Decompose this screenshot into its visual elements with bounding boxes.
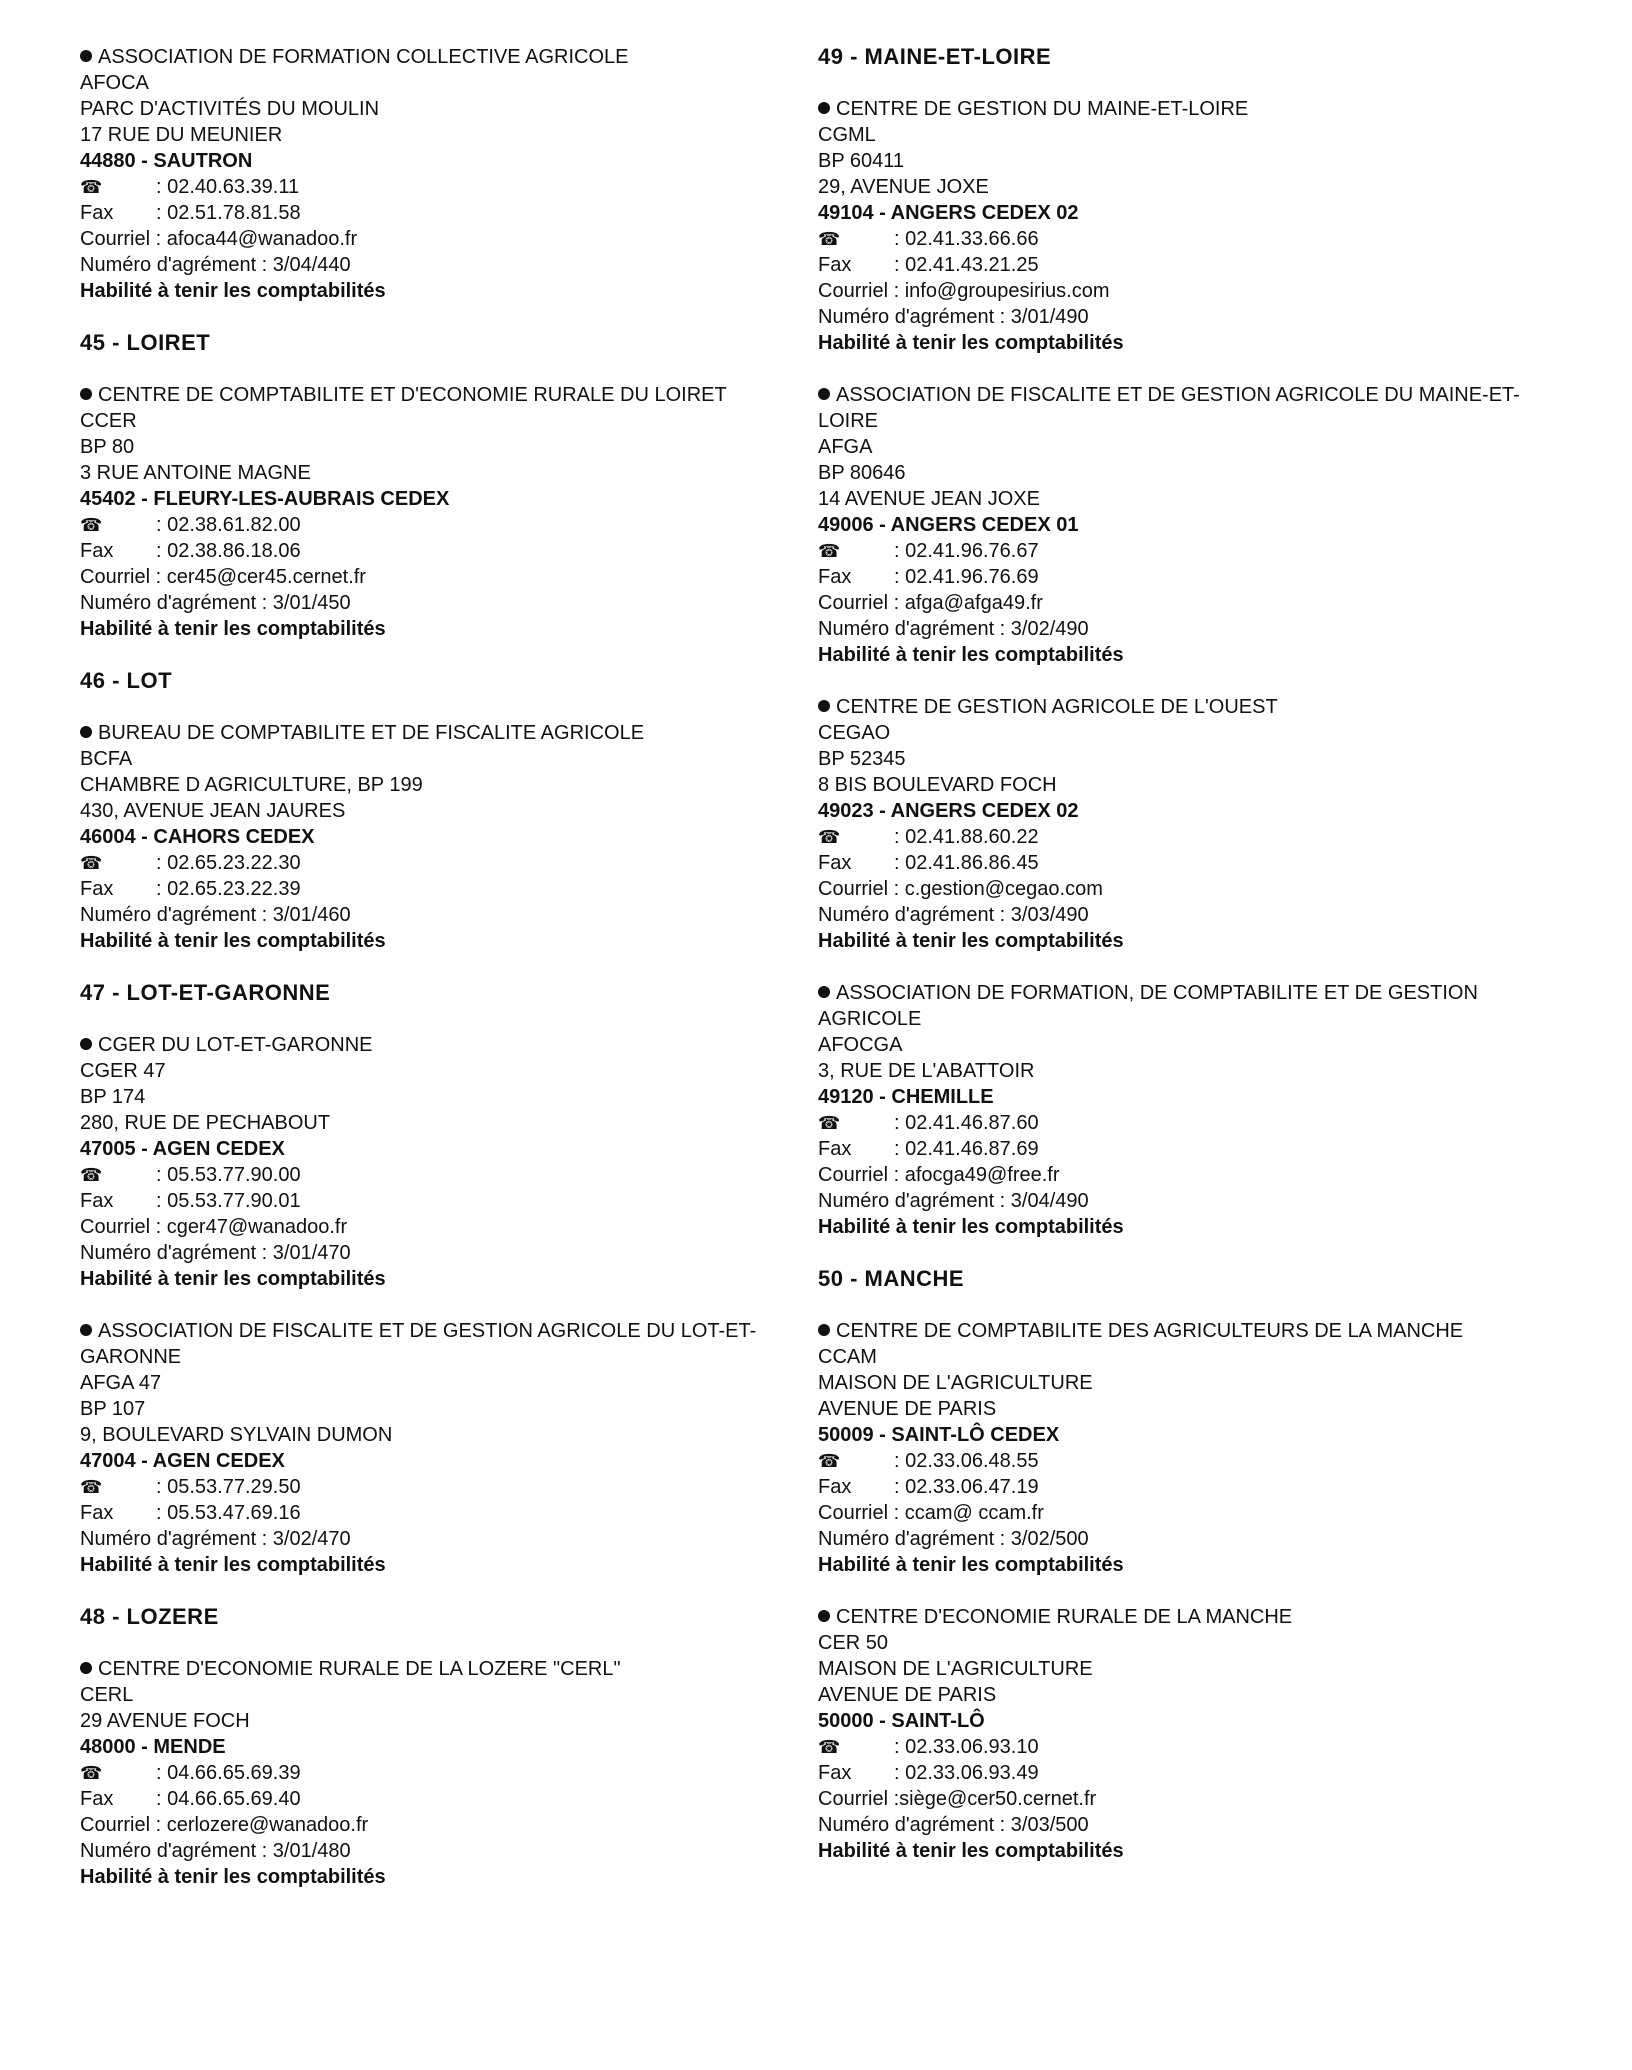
bullet-icon	[818, 700, 830, 712]
fax-number: : 05.53.77.90.01	[156, 1190, 301, 1212]
email-line: Courriel : c.gestion@cegao.com	[818, 878, 1103, 900]
fax-line	[80, 1500, 780, 1526]
organization-name-line	[818, 1604, 1578, 1630]
fax-label: Fax	[818, 1138, 852, 1160]
organization-name-line	[80, 720, 780, 746]
postal-city: 45402 - FLEURY-LES-AUBRAIS CEDEX	[80, 488, 450, 510]
organization-entry	[818, 694, 1578, 954]
fax-number: : 04.66.65.69.40	[156, 1788, 301, 1810]
postal-city: 47005 - AGEN CEDEX	[80, 1138, 285, 1160]
phone-line	[80, 174, 780, 200]
phone-line	[80, 850, 780, 876]
fax-number: : 02.38.86.18.06	[156, 540, 301, 562]
agrement-number: Numéro d'agrément : 3/03/490	[818, 904, 1089, 926]
fax-label: Fax	[818, 852, 852, 874]
department-section	[80, 44, 780, 304]
organization-name-line	[818, 96, 1578, 122]
accreditation-note: Habilité à tenir les comptabilités	[818, 644, 1124, 666]
fax-label: Fax	[80, 1502, 114, 1524]
phone-number: : 02.40.63.39.11	[156, 176, 300, 198]
fax-line	[818, 1760, 1578, 1786]
agrement-number: Numéro d'agrément : 3/01/480	[80, 1840, 351, 1862]
bullet-icon	[818, 102, 830, 114]
address-line: CEGAO	[818, 722, 891, 744]
email-line: Courriel : cer45@cer45.cernet.fr	[80, 566, 366, 588]
address-line: AFOCGA	[818, 1034, 903, 1056]
fax-number: : 02.33.06.93.49	[894, 1762, 1039, 1784]
fax-line	[818, 1136, 1578, 1162]
accreditation-note: Habilité à tenir les comptabilités	[818, 1216, 1124, 1238]
telephone-icon: ☎	[80, 1763, 103, 1783]
fax-label: Fax	[80, 540, 114, 562]
address-line: CCER	[80, 410, 137, 432]
phone-line	[818, 1448, 1578, 1474]
fax-line	[818, 850, 1578, 876]
address-line: CERL	[80, 1684, 134, 1706]
postal-city: 48000 - MENDE	[80, 1736, 226, 1758]
organization-name-line	[80, 1318, 780, 1370]
telephone-icon: ☎	[818, 827, 841, 847]
agrement-number: Numéro d'agrément : 3/02/500	[818, 1528, 1089, 1550]
phone-number: : 02.41.46.87.60	[894, 1112, 1039, 1134]
email-line: Courriel : afoca44@wanadoo.fr	[80, 228, 358, 250]
organization-name-line	[80, 382, 780, 408]
address-line: CHAMBRE D AGRICULTURE, BP 199	[80, 774, 423, 796]
postal-city: 44880 - SAUTRON	[80, 150, 253, 172]
address-line: CGER 47	[80, 1060, 166, 1082]
postal-city: 49006 - ANGERS CEDEX 01	[818, 514, 1079, 536]
bullet-icon	[80, 1662, 92, 1674]
phone-number: : 02.65.23.22.30	[156, 852, 301, 874]
organization-name: ASSOCIATION DE FISCALITE ET DE GESTION AGRICOLE DU MAINE-ET-LOIRE	[818, 384, 1520, 432]
organization-name: ASSOCIATION DE FORMATION, DE COMPTABILITE ET DE GESTION AGRICOLE	[818, 982, 1478, 1030]
postal-city: 49023 - ANGERS CEDEX 02	[818, 800, 1079, 822]
organization-entry	[80, 1318, 780, 1578]
accreditation-note: Habilité à tenir les comptabilités	[80, 1866, 386, 1888]
address-line: 9, BOULEVARD SYLVAIN DUMON	[80, 1424, 393, 1446]
telephone-icon: ☎	[818, 1451, 841, 1471]
fax-label: Fax	[818, 1476, 852, 1498]
bullet-icon	[80, 1324, 92, 1336]
accreditation-note: Habilité à tenir les comptabilités	[818, 332, 1124, 354]
agrement-number: Numéro d'agrément : 3/04/440	[80, 254, 351, 276]
telephone-icon: ☎	[818, 1113, 841, 1133]
agrement-number: Numéro d'agrément : 3/01/490	[818, 306, 1089, 328]
address-line: CCAM	[818, 1346, 877, 1368]
department-title: 50 - MANCHE	[818, 1266, 965, 1291]
email-line: Courriel : info@groupesirius.com	[818, 280, 1110, 302]
phone-line	[818, 1110, 1578, 1136]
address-line: 8 BIS BOULEVARD FOCH	[818, 774, 1057, 796]
address-line: 430, AVENUE JEAN JAURES	[80, 800, 346, 822]
organization-name: CENTRE DE GESTION AGRICOLE DE L'OUEST	[836, 696, 1278, 718]
organization-entry	[818, 980, 1578, 1240]
organization-name: ASSOCIATION DE FISCALITE ET DE GESTION AGRICOLE DU LOT-ET-GARONNE	[80, 1320, 757, 1368]
agrement-number: Numéro d'agrément : 3/02/490	[818, 618, 1089, 640]
accreditation-note: Habilité à tenir les comptabilités	[818, 1840, 1124, 1862]
phone-line	[818, 226, 1578, 252]
agrement-number: Numéro d'agrément : 3/04/490	[818, 1190, 1089, 1212]
email-line: Courriel : afga@afga49.fr	[818, 592, 1043, 614]
organization-entry	[818, 382, 1578, 668]
fax-number: : 02.33.06.47.19	[894, 1476, 1039, 1498]
fax-number: : 02.41.46.87.69	[894, 1138, 1039, 1160]
organization-entry	[80, 720, 780, 954]
department-section	[80, 330, 780, 642]
accreditation-note: Habilité à tenir les comptabilités	[80, 280, 386, 302]
telephone-icon: ☎	[818, 541, 841, 561]
phone-number: : 02.41.33.66.66	[894, 228, 1039, 250]
telephone-icon: ☎	[80, 515, 103, 535]
fax-number: : 02.41.86.86.45	[894, 852, 1039, 874]
fax-line	[80, 1188, 780, 1214]
email-line: Courriel : afocga49@free.fr	[818, 1164, 1060, 1186]
accreditation-note: Habilité à tenir les comptabilités	[80, 1554, 386, 1576]
address-line: AFOCA	[80, 72, 149, 94]
bullet-icon	[818, 388, 830, 400]
fax-label: Fax	[818, 566, 852, 588]
organization-name-line	[818, 980, 1578, 1032]
fax-label: Fax	[818, 254, 852, 276]
postal-city: 49104 - ANGERS CEDEX 02	[818, 202, 1079, 224]
fax-line	[818, 564, 1578, 590]
address-line: PARC D'ACTIVITÉS DU MOULIN	[80, 98, 380, 120]
email-line: Courriel : ccam@ ccam.fr	[818, 1502, 1044, 1524]
department-title: 49 - MAINE-ET-LOIRE	[818, 44, 1052, 69]
agrement-number: Numéro d'agrément : 3/02/470	[80, 1528, 351, 1550]
telephone-icon: ☎	[818, 1737, 841, 1757]
address-line: AVENUE DE PARIS	[818, 1684, 997, 1706]
telephone-icon: ☎	[80, 1165, 103, 1185]
phone-line	[80, 1162, 780, 1188]
bullet-icon	[80, 388, 92, 400]
phone-number: : 02.41.96.76.67	[894, 540, 1039, 562]
address-line: BCFA	[80, 748, 133, 770]
organization-name-line	[80, 44, 780, 70]
phone-number: : 04.66.65.69.39	[156, 1762, 301, 1784]
left-column	[80, 44, 780, 1916]
phone-line	[818, 1734, 1578, 1760]
organization-entry	[818, 1318, 1578, 1578]
department-section	[80, 1604, 780, 1890]
telephone-icon: ☎	[818, 229, 841, 249]
phone-number: : 02.33.06.93.10	[894, 1736, 1039, 1758]
organization-name: ASSOCIATION DE FORMATION COLLECTIVE AGRICOLE	[98, 46, 629, 68]
department-title: 47 - LOT-ET-GARONNE	[80, 980, 331, 1005]
organization-entry	[818, 96, 1578, 356]
telephone-icon: ☎	[80, 1477, 103, 1497]
accreditation-note: Habilité à tenir les comptabilités	[818, 1554, 1124, 1576]
organization-entry	[80, 1656, 780, 1890]
fax-number: : 02.41.96.76.69	[894, 566, 1039, 588]
organization-name: CENTRE D'ECONOMIE RURALE DE LA MANCHE	[836, 1606, 1293, 1628]
address-line: 29, AVENUE JOXE	[818, 176, 989, 198]
phone-line	[80, 512, 780, 538]
fax-number: : 02.65.23.22.39	[156, 878, 301, 900]
organization-name: CGER DU LOT-ET-GARONNE	[98, 1034, 373, 1056]
department-section	[80, 980, 780, 1578]
address-line: AFGA 47	[80, 1372, 162, 1394]
accreditation-note: Habilité à tenir les comptabilités	[80, 1268, 386, 1290]
address-line: 3, RUE DE L'ABATTOIR	[818, 1060, 1035, 1082]
postal-city: 46004 - CAHORS CEDEX	[80, 826, 315, 848]
department-title: 46 - LOT	[80, 668, 173, 693]
fax-number: : 02.51.78.81.58	[156, 202, 301, 224]
organization-entry	[80, 382, 780, 642]
fax-line	[80, 538, 780, 564]
organization-name-line	[818, 694, 1578, 720]
fax-line	[80, 876, 780, 902]
organization-name: CENTRE DE GESTION DU MAINE-ET-LOIRE	[836, 98, 1249, 120]
right-column	[818, 44, 1578, 1890]
organization-name: CENTRE DE COMPTABILITE DES AGRICULTEURS DE LA MANCHE	[836, 1320, 1464, 1342]
phone-line	[80, 1474, 780, 1500]
address-line: 14 AVENUE JEAN JOXE	[818, 488, 1040, 510]
fax-label: Fax	[80, 878, 114, 900]
bullet-icon	[818, 1610, 830, 1622]
email-line: Courriel : cerlozere@wanadoo.fr	[80, 1814, 369, 1836]
bullet-icon	[80, 50, 92, 62]
accreditation-note: Habilité à tenir les comptabilités	[818, 930, 1124, 952]
postal-city: 50000 - SAINT-LÔ	[818, 1710, 985, 1732]
organization-name: CENTRE D'ECONOMIE RURALE DE LA LOZERE "CERL"	[98, 1658, 621, 1680]
organization-entry	[80, 1032, 780, 1292]
address-line: BP 80646	[818, 462, 906, 484]
organization-name-line	[80, 1032, 780, 1058]
address-line: BP 52345	[818, 748, 906, 770]
address-line: BP 80	[80, 436, 135, 458]
address-line: BP 107	[80, 1398, 146, 1420]
accreditation-note: Habilité à tenir les comptabilités	[80, 618, 386, 640]
agrement-number: Numéro d'agrément : 3/01/460	[80, 904, 351, 926]
fax-number: : 05.53.47.69.16	[156, 1502, 301, 1524]
fax-line	[80, 200, 780, 226]
address-line: MAISON DE L'AGRICULTURE	[818, 1372, 1093, 1394]
phone-number: : 02.33.06.48.55	[894, 1450, 1039, 1472]
fax-label: Fax	[818, 1762, 852, 1784]
bullet-icon	[818, 1324, 830, 1336]
agrement-number: Numéro d'agrément : 3/01/450	[80, 592, 351, 614]
address-line: AVENUE DE PARIS	[818, 1398, 997, 1420]
department-section	[818, 44, 1578, 1240]
organization-name: CENTRE DE COMPTABILITE ET D'ECONOMIE RURALE DU LOIRET	[98, 384, 727, 406]
postal-city: 50009 - SAINT-LÔ CEDEX	[818, 1424, 1060, 1446]
department-section	[818, 1266, 1578, 1864]
address-line: 29 AVENUE FOCH	[80, 1710, 250, 1732]
address-line: BP 174	[80, 1086, 146, 1108]
address-line: AFGA	[818, 436, 873, 458]
fax-label: Fax	[80, 202, 114, 224]
address-line: MAISON DE L'AGRICULTURE	[818, 1658, 1093, 1680]
phone-number: : 02.38.61.82.00	[156, 514, 301, 536]
phone-number: : 02.41.88.60.22	[894, 826, 1039, 848]
telephone-icon: ☎	[80, 853, 103, 873]
department-title: 48 - LOZERE	[80, 1604, 219, 1629]
department-section	[80, 668, 780, 954]
phone-line	[818, 538, 1578, 564]
postal-city: 47004 - AGEN CEDEX	[80, 1450, 285, 1472]
fax-label: Fax	[80, 1788, 114, 1810]
agrement-number: Numéro d'agrément : 3/01/470	[80, 1242, 351, 1264]
phone-number: : 05.53.77.90.00	[156, 1164, 301, 1186]
organization-name-line	[818, 1318, 1578, 1344]
accreditation-note: Habilité à tenir les comptabilités	[80, 930, 386, 952]
postal-city: 49120 - CHEMILLE	[818, 1086, 994, 1108]
telephone-icon: ☎	[80, 177, 103, 197]
bullet-icon	[818, 986, 830, 998]
organization-name-line	[80, 1656, 780, 1682]
address-line: CGML	[818, 124, 876, 146]
organization-name-line	[818, 382, 1578, 434]
organization-entry	[80, 44, 780, 304]
phone-line	[818, 824, 1578, 850]
address-line: 3 RUE ANTOINE MAGNE	[80, 462, 311, 484]
organization-entry	[818, 1604, 1578, 1864]
bullet-icon	[80, 726, 92, 738]
phone-line	[80, 1760, 780, 1786]
email-line: Courriel : cger47@wanadoo.fr	[80, 1216, 348, 1238]
address-line: CER 50	[818, 1632, 889, 1654]
organization-name: BUREAU DE COMPTABILITE ET DE FISCALITE AGRICOLE	[98, 722, 645, 744]
address-line: 280, RUE DE PECHABOUT	[80, 1112, 331, 1134]
fax-label: Fax	[80, 1190, 114, 1212]
bullet-icon	[80, 1038, 92, 1050]
agrement-number: Numéro d'agrément : 3/03/500	[818, 1814, 1089, 1836]
fax-line	[80, 1786, 780, 1812]
email-line: Courriel :siège@cer50.cernet.fr	[818, 1788, 1097, 1810]
phone-number: : 05.53.77.29.50	[156, 1476, 301, 1498]
address-line: 17 RUE DU MEUNIER	[80, 124, 283, 146]
address-line: BP 60411	[818, 150, 905, 172]
fax-line	[818, 1474, 1578, 1500]
fax-line	[818, 252, 1578, 278]
fax-number: : 02.41.43.21.25	[894, 254, 1039, 276]
department-title: 45 - LOIRET	[80, 330, 211, 355]
